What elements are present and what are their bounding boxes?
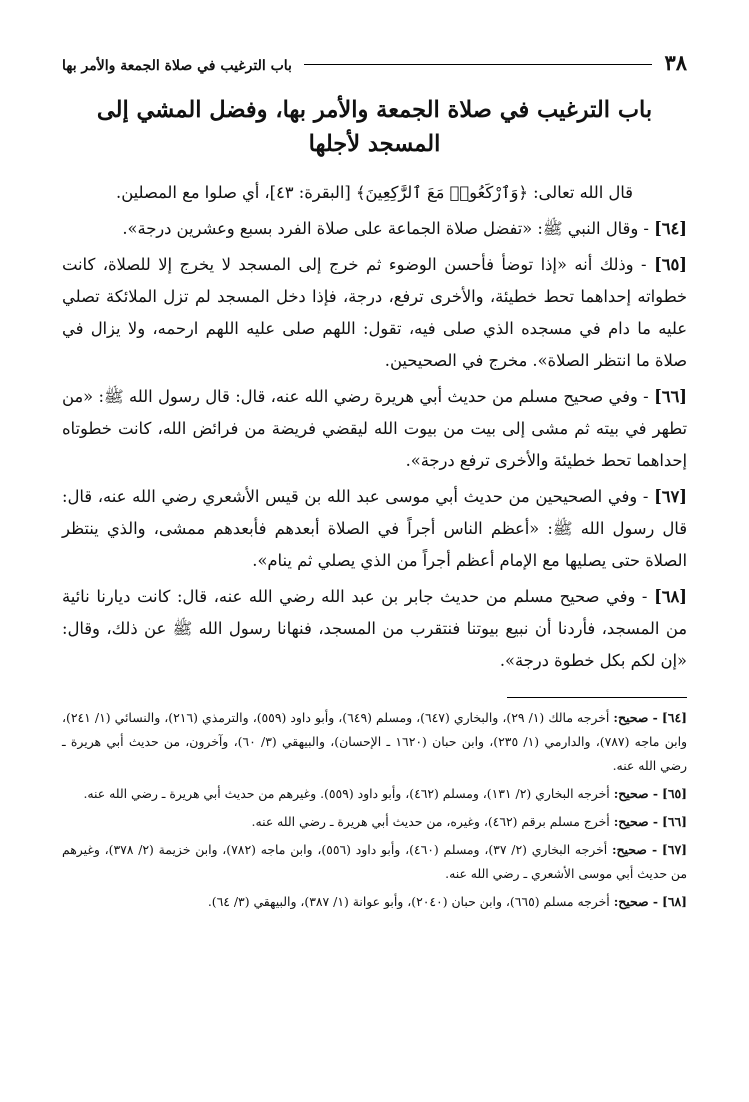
hadith-number: [٦٤] bbox=[654, 219, 687, 238]
footnote bbox=[62, 706, 687, 778]
running-title: باب الترغيب في صلاة الجمعة والأمر بها bbox=[62, 58, 292, 74]
footnote bbox=[62, 838, 687, 886]
hadith-number: [٦٥] bbox=[654, 255, 687, 274]
footnote-number: [٦٦] bbox=[661, 814, 687, 829]
main-text bbox=[62, 177, 687, 677]
page-number: ٣٨ bbox=[664, 50, 687, 75]
footnote-number: [٦٥] bbox=[661, 786, 687, 801]
hadith-text: - وفي صحيح مسلم من حديث أبي هريرة رضي الله عنه، قال: قال رسول الله ﷺ: «من تطهر في بيته ثم مشى إلى بيت من بيوت الله ليقضي فريضة من فرائض الله، كانت خطوتاه إحداهما تحط خطيئة والأخرى ترفع درجة». bbox=[62, 387, 687, 470]
footnote-grade: - صحيح: bbox=[613, 814, 658, 829]
footnote-text: أخرج مسلم برقم (٤٦٢)، وغيره، من حديث أبي هريرة ـ رضي الله عنه. bbox=[251, 814, 610, 829]
footnote bbox=[62, 810, 687, 834]
footnote-number: [٦٧] bbox=[661, 842, 687, 857]
footnote bbox=[62, 890, 687, 914]
footnotes bbox=[62, 706, 687, 914]
chapter-title: باب الترغيب في صلاة الجمعة والأمر بها، وفضل المشي إلى المسجد لأجلها bbox=[96, 97, 653, 157]
footnote-grade: - صحيح: bbox=[613, 786, 658, 801]
hadith-paragraph bbox=[62, 481, 687, 577]
footnote-number: [٦٤] bbox=[661, 710, 687, 725]
footnote-grade: - صحيح: bbox=[613, 894, 658, 909]
footnote-number: [٦٨] bbox=[661, 894, 687, 909]
hadith-text: - وفي الصحيحين من حديث أبي موسى عبد الله بن قيس الأشعري رضي الله عنه، قال: قال رسول الله ﷺ: «أعظم الناس أجراً في الصلاة أبعدهم فأبعدهم ممشى، والذي ينتظر الصلاة حتى يصليها مع الإمام أعظم أجراً من الذي يصلي ثم ينام». bbox=[62, 487, 687, 570]
running-header bbox=[62, 50, 687, 75]
footnote-grade: - صحيح: bbox=[613, 710, 658, 725]
hadith-number: [٦٦] bbox=[654, 387, 687, 406]
hadith-number: [٦٧] bbox=[654, 487, 687, 506]
footnote-text: أخرجه البخاري (٢/ ١٣١)، ومسلم (٤٦٢)، وأبو داود (٥٥٩). وغيرهم من حديث أبي هريرة ـ رضي الله عنه. bbox=[83, 786, 610, 801]
hadith-text: - وذلك أنه «إذا توضأ فأحسن الوضوء ثم خرج إلى المسجد لا يخرج إلا للصلاة، كانت خطواته إحداهما تحط خطيئة، والأخرى ترفع، درجة، فإذا دخل المسجد لم تزل الملائكة تصلي عليه ما دام في مسجده الذي صلى فيه، تقول: اللهم صلى عليه اللهم ارحمه، ولا يزال في صلاة ما انتظر الصلاة». مخرج في الصحيحين. bbox=[62, 255, 687, 370]
intro-verse: قال الله تعالى: ﴿وَٱرْكَعُوا۟ مَعَ ٱلرَّٰكِعِينَ﴾ [البقرة: ٤٣]، أي صلوا مع المصلين. bbox=[116, 183, 633, 202]
hadith-text: - وقال النبي ﷺ: «تفضل صلاة الجماعة على صلاة الفرد بسبع وعشرين درجة». bbox=[122, 219, 649, 238]
footnote bbox=[62, 782, 687, 806]
hadith-paragraph bbox=[62, 213, 687, 245]
hadith-number: [٦٨] bbox=[654, 587, 687, 606]
hadith-paragraph bbox=[62, 381, 687, 477]
footnote-text: أخرجه مالك (١/ ٢٩)، والبخاري (٦٤٧)، ومسلم (٦٤٩)، وأبو داود (٥٥٩)، والترمذي (٢١٦)، والنسائي (١/ ٢٤١)، وابن ماجه (٧٨٧)، والدارمي (١/ ٢٣٥)، وابن حبان (١٦٢٠ ـ الإحسان)، والبيهقي (٣/ ٦٠)، وآخرون، من حديث أبي هريرة ـ رضي الله عنه. bbox=[62, 710, 687, 773]
footnote-text: أخرجه مسلم (٦٦٥)، وابن حبان (٢٠٤٠)، وأبو عوانة (١/ ٣٨٧)، والبيهقي (٣/ ٦٤). bbox=[207, 894, 610, 909]
footnote-grade: - صحيح: bbox=[611, 842, 658, 857]
hadith-text: - وفي صحيح مسلم من حديث جابر بن عبد الله رضي الله عنه، قال: كانت ديارنا نائية من المسجد، فأردنا أن نبيع بيوتنا فنتقرب من المسجد، فنهانا رسول الله ﷺ عن ذلك، وقال: «إن لكم بكل خطوة درجة». bbox=[62, 587, 687, 670]
hadith-paragraph bbox=[62, 249, 687, 377]
footnote-text: أخرجه البخاري (٢/ ٣٧)، ومسلم (٤٦٠)، وأبو داود (٥٥٦)، وابن ماجه (٧٨٢)، وابن خزيمة (٢/ ٣٧٨)، وغيرهم من حديث أبي موسى الأشعري ـ رضي الله عنه. bbox=[62, 842, 687, 881]
header-rule bbox=[304, 64, 652, 65]
footnote-separator bbox=[507, 697, 687, 698]
hadith-paragraph bbox=[62, 581, 687, 677]
book-page bbox=[62, 50, 687, 918]
